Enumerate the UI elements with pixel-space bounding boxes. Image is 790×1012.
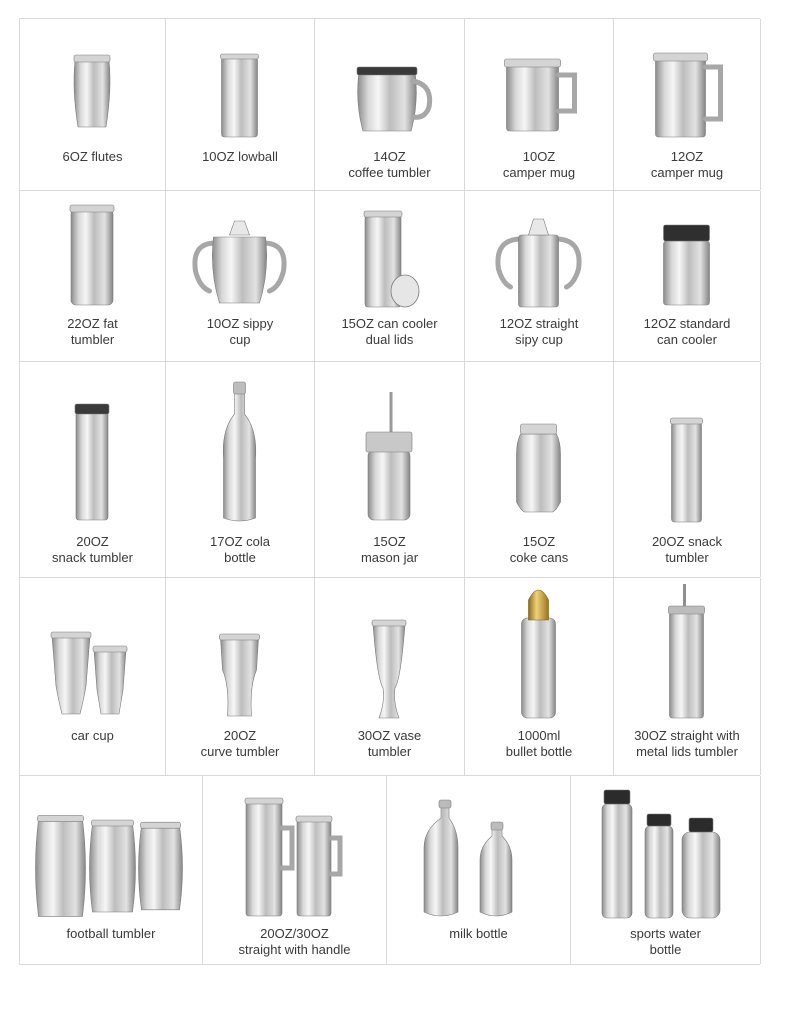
product-card (166, 362, 315, 577)
caption-line: 30OZ vase (357, 728, 422, 743)
caption-line: 6OZ flutes (62, 149, 123, 164)
product-card (20, 191, 166, 361)
caption-line: 12OZ straight (499, 316, 579, 331)
curve-tumbler-icon (166, 578, 315, 724)
product-caption (571, 926, 760, 958)
product-card (166, 19, 315, 190)
product-caption (20, 316, 165, 348)
snack-tumbler-icon (20, 362, 166, 530)
product-card (571, 776, 761, 964)
car-cup-icon (20, 578, 166, 724)
straight-sippy-cup-icon (465, 191, 614, 312)
caption-line: bottle (649, 942, 682, 957)
caption-line: metal lids tumbler (636, 744, 738, 759)
camper-mug-icon (465, 19, 614, 145)
product-card (465, 191, 614, 361)
caption-line: 15OZ (522, 534, 556, 549)
product-caption (315, 728, 464, 760)
caption-line: can cooler (657, 332, 717, 347)
caption-line: 20OZ (223, 728, 257, 743)
caption-line: cup (229, 332, 251, 347)
product-caption (387, 926, 570, 942)
caption-line: football tumbler (66, 926, 156, 941)
caption-line: 15OZ (373, 534, 406, 549)
product-card (203, 776, 387, 964)
product-row (19, 361, 760, 577)
fat-tumbler-icon (20, 191, 166, 312)
product-caption (315, 534, 464, 566)
football-tumbler-icon (20, 776, 203, 922)
product-row (19, 18, 760, 190)
product-caption (614, 149, 760, 181)
caption-line: straight with handle (238, 942, 351, 957)
product-row (19, 775, 760, 965)
product-row (19, 190, 760, 361)
straw-tumbler-icon (614, 578, 761, 724)
caption-line: snack tumbler (52, 550, 133, 565)
caption-line: bottle (224, 550, 256, 565)
product-card (20, 578, 166, 775)
caption-line: 14OZ (373, 149, 406, 164)
caption-line: 30OZ straight with (634, 728, 740, 743)
product-caption (20, 534, 165, 566)
product-card (387, 776, 571, 964)
caption-line: mason jar (360, 550, 419, 565)
product-card (614, 191, 761, 361)
product-card (315, 362, 465, 577)
product-caption (614, 728, 760, 760)
can-cooler-dual-lids-icon (315, 191, 465, 312)
product-caption (166, 728, 314, 760)
product-grid (19, 18, 760, 965)
caption-line: 22OZ fat (67, 316, 118, 331)
product-caption (614, 316, 760, 348)
product-caption (166, 316, 314, 348)
caption-line: sipy cup (515, 332, 563, 347)
lowball-icon (166, 19, 315, 145)
caption-line: tumbler (70, 332, 115, 347)
milk-bottle-icon (387, 776, 571, 922)
caption-line: 12OZ standard (643, 316, 731, 331)
vase-tumbler-icon (315, 578, 465, 724)
caption-line: 1000ml (517, 728, 561, 743)
caption-line: 15OZ can cooler (341, 316, 438, 331)
product-card (315, 191, 465, 361)
sports-bottle-icon (571, 776, 761, 922)
camper-mug-tall-icon (614, 19, 761, 145)
coke-can-icon (465, 362, 614, 530)
caption-line: sports water (630, 926, 701, 941)
handle-tumbler-icon (203, 776, 387, 922)
product-caption (465, 534, 613, 566)
caption-line: tumbler (367, 744, 412, 759)
product-card (315, 578, 465, 775)
caption-line: 10OZ lowball (202, 149, 278, 164)
sippy-cup-icon (166, 191, 315, 312)
product-card (465, 578, 614, 775)
skinny-tumbler-icon (614, 362, 761, 530)
product-card (614, 578, 761, 775)
caption-line: 20OZ/30OZ (260, 926, 329, 941)
caption-line: bullet bottle (505, 744, 573, 759)
product-caption (614, 534, 760, 566)
product-caption (20, 149, 165, 165)
product-row (19, 577, 760, 775)
product-caption (203, 926, 386, 958)
product-card (614, 362, 761, 577)
mason-jar-icon (315, 362, 465, 530)
caption-line: camper mug (502, 165, 576, 180)
standard-can-cooler-icon (614, 191, 761, 312)
caption-line: milk bottle (449, 926, 508, 941)
product-caption (315, 149, 464, 181)
coffee-tumbler-icon (315, 19, 465, 145)
caption-line: 12OZ (670, 149, 704, 164)
product-caption (20, 926, 202, 942)
product-caption (166, 534, 314, 566)
caption-line: 17OZ cola (210, 534, 270, 549)
product-card (20, 776, 203, 964)
product-card (20, 19, 166, 190)
product-caption (315, 316, 464, 348)
product-caption (465, 316, 613, 348)
caption-line: 20OZ (76, 534, 109, 549)
product-card (166, 191, 315, 361)
product-card (166, 578, 315, 775)
product-caption (465, 149, 613, 181)
caption-line: 10OZ (522, 149, 556, 164)
caption-line: coffee tumbler (348, 165, 431, 180)
caption-line: tumbler (665, 550, 709, 565)
product-card (614, 19, 761, 190)
product-caption (465, 728, 613, 760)
cola-bottle-icon (166, 362, 315, 530)
caption-line: camper mug (650, 165, 724, 180)
caption-line: curve tumbler (200, 744, 280, 759)
product-caption (20, 728, 165, 744)
bullet-bottle-icon (465, 578, 614, 724)
product-card (465, 362, 614, 577)
caption-line: 10OZ sippy (206, 316, 274, 331)
caption-line: 20OZ snack (651, 534, 723, 549)
product-card (465, 19, 614, 190)
flute-icon (20, 19, 166, 145)
product-card (20, 362, 166, 577)
caption-line: car cup (71, 728, 114, 743)
caption-line: coke cans (509, 550, 569, 565)
product-card (315, 19, 465, 190)
product-caption (166, 149, 314, 165)
caption-line: dual lids (365, 332, 414, 347)
